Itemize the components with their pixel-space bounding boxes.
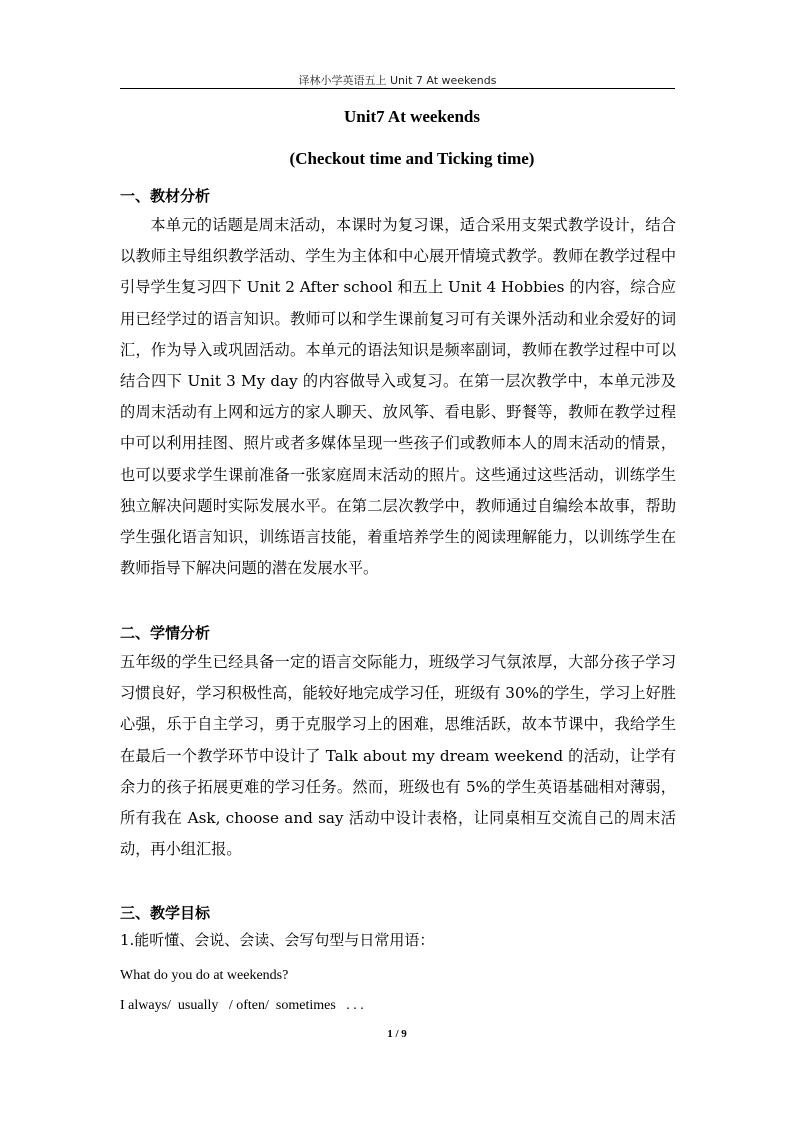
- section-body-students: 五年级的学生已经具备一定的语言交际能力，班级学习气氛浓厚，大部分孩子学习习惯良好，学习积极性高，能较好地完成学习任，班级有 30%的学生，学习上好胜心强，乐于自主学习，勇于克服学习上的困难，思维活跃，故本节课中，我给学生在最后一个教学环节中设计了 Talk about my dream weekend 的活动，让学有余力的孩子拓展更难的学习任务。然而，班级也有 5%的学生英语基础相对薄弱，所有我在 Ask, choose and say 活动中设计表格，让同桌相互交流自己的周末活动，再小组汇报。: [120, 653, 676, 859]
- header-rule: [120, 88, 675, 89]
- sentence-pattern-answer: I always/ usually / often/ sometimes . . .: [120, 998, 364, 1013]
- document-title: Unit7 At weekends: [343, 107, 480, 126]
- section-heading-students: 二、学情分析: [120, 624, 211, 642]
- section-body-materials: 本单元的话题是周末活动，本课时为复习课，适合采用支架式教学设计，结合以教师主导组织教学活动、学生为主体和中心展开情境式教学。教师在教学过程中引导学生复习四下 Unit 2 After school 和五上 Unit 4 Hobbies 的内容，综合应用已经学过的语言知识。教师可以和学生课前复习可有关课外活动和业余爱好的词汇，作为导入或巩固活动。本单元的语法知识是频率副词，教师在教学过程中可以结合四下 Unit 3 My day 的内容做导入或复习。在第一层次教学中，本单元涉及的周末活动有上网和远方的家人聊天、放风筝、看电影、野餐等，教师在教学过程中可以利用挂图、照片或者多媒体呈现一些孩子们或教师本人的周末活动的情景，也可以要求学生课前准备一张家庭周末活动的照片。这些通过这些活动，训练学生独立解决问题时实际发展水平。在第二层次教学中，教师通过自编绘本故事，帮助学生强化语言知识，训练语言技能，着重培养学生的阅读理解能力，以训练学生在教师指导下解决问题的潜在发展水平。: [120, 216, 676, 578]
- objective-item-1: 1.能听懂、会说、会读、会写句型与日常用语：: [120, 931, 435, 949]
- page-header: 译林小学英语五上 Unit 7 At weekends: [298, 74, 497, 87]
- sentence-pattern-question: What do you do at weekends?: [120, 968, 289, 983]
- document-subtitle: (Checkout time and Ticking time): [289, 149, 535, 168]
- section-heading-objectives: 三、教学目标: [120, 904, 211, 922]
- section-heading-materials: 一、教材分析: [120, 187, 211, 205]
- page-number: 1 / 9: [387, 1028, 407, 1040]
